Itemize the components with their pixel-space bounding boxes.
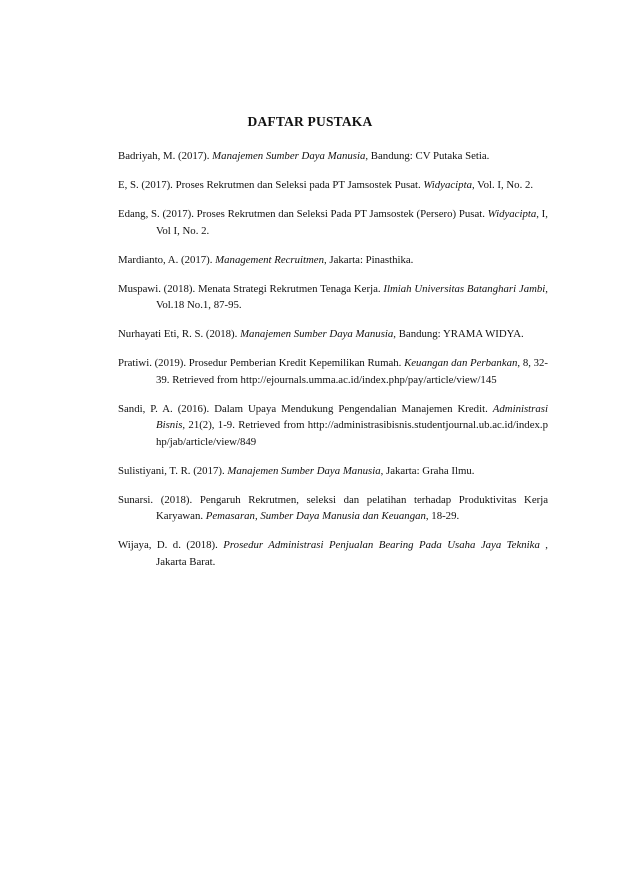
reference-details: , 21(2), 1-9. Retrieved from http://administrasibisnis.studentjournal.ub.ac.id/index.php/jab/article/view/849: [156, 419, 548, 448]
reference-source-title: Management Recruitmen: [215, 253, 324, 266]
reference-source-title: Administrasi Bisnis: [156, 402, 548, 431]
reference-source-title: Manajemen Sumber Daya Manusia: [212, 150, 366, 162]
reference-details: , 18-29.: [425, 510, 460, 522]
reference-source-title: Prosedur Administrasi Penjualan Bearing Pada Usaha Jaya Teknika: [223, 539, 540, 551]
reference-source-title: Keuangan dan Perbankan: [404, 357, 518, 369]
reference-text: Sandi, P. A. (2016). Dalam Upaya Mendukung Pengendalian Manajemen Kredit.: [118, 402, 493, 415]
reference-source-title: Pemasaran, Sumber Daya Manusia dan Keuangan: [205, 510, 426, 522]
reference-text: Nurhayati Eti, R. S. (2018).: [118, 328, 241, 340]
reference-source-title: Ilmiah Universitas Batanghari Jambi: [383, 282, 546, 295]
reference-item: [118, 177, 548, 194]
reference-details: , Vol.18 No.1, 87-95.: [156, 282, 548, 311]
reference-list: [118, 148, 548, 583]
reference-item: [118, 492, 548, 525]
reference-item: [118, 537, 548, 570]
reference-details: , Jakarta Barat.: [156, 539, 548, 568]
reference-text: Mardianto, A. (2017).: [118, 253, 216, 266]
reference-text: Edang, S. (2017). Proses Rekrutmen dan Seleksi Pada PT Jamsostek (Persero) Pusat.: [118, 208, 488, 220]
reference-item: [118, 206, 548, 239]
reference-item: [118, 355, 548, 388]
reference-source-title: Widyacipta: [423, 179, 472, 191]
reference-details: , Bandung: CV Putaka Setia.: [365, 150, 490, 162]
reference-details: , Jakarta: Pinasthika.: [324, 253, 414, 266]
reference-item: [118, 252, 548, 269]
reference-item: [118, 463, 548, 480]
reference-item: [118, 281, 548, 314]
reference-details: , Jakarta: Graha Ilmu.: [380, 464, 475, 477]
reference-details: , 8, 32-39. Retrieved from http://ejournals.umma.ac.id/index.php/pay/article/view/145: [156, 357, 549, 386]
reference-source-title: Manajemen Sumber Daya Manusia: [227, 464, 381, 477]
reference-text: E, S. (2017). Proses Rekrutmen dan Seleksi pada PT Jamsostek Pusat.: [118, 179, 424, 191]
reference-text: Wijaya, D. d. (2018).: [118, 539, 224, 551]
reference-text: Muspawi. (2018). Menata Strategi Rekrutmen Tenaga Kerja.: [118, 282, 384, 295]
reference-details: , Bandung: YRAMA WIDYA.: [393, 328, 524, 340]
page-title: DAFTAR PUSTAKA: [247, 114, 373, 129]
reference-text: Pratiwi. (2019). Prosedur Pemberian Kredit Kepemilikan Rumah.: [118, 357, 405, 369]
reference-item: [118, 326, 548, 343]
reference-source-title: Widyacipta: [487, 208, 537, 220]
reference-details: , Vol. I, No. 2.: [471, 179, 534, 191]
reference-source-title: Manajemen Sumber Daya Manusia: [240, 328, 394, 340]
reference-text: Badriyah, M. (2017).: [118, 150, 213, 162]
reference-text: Sulistiyani, T. R. (2017).: [118, 464, 228, 477]
reference-details: , I, Vol I, No. 2.: [156, 208, 548, 237]
reference-text: Sunarsi. (2018). Pengaruh Rekrutmen, seleksi dan pelatihan terhadap Produktivitas Kerja Karyawan.: [118, 493, 548, 522]
reference-item: [118, 148, 548, 165]
reference-item: [118, 401, 548, 451]
